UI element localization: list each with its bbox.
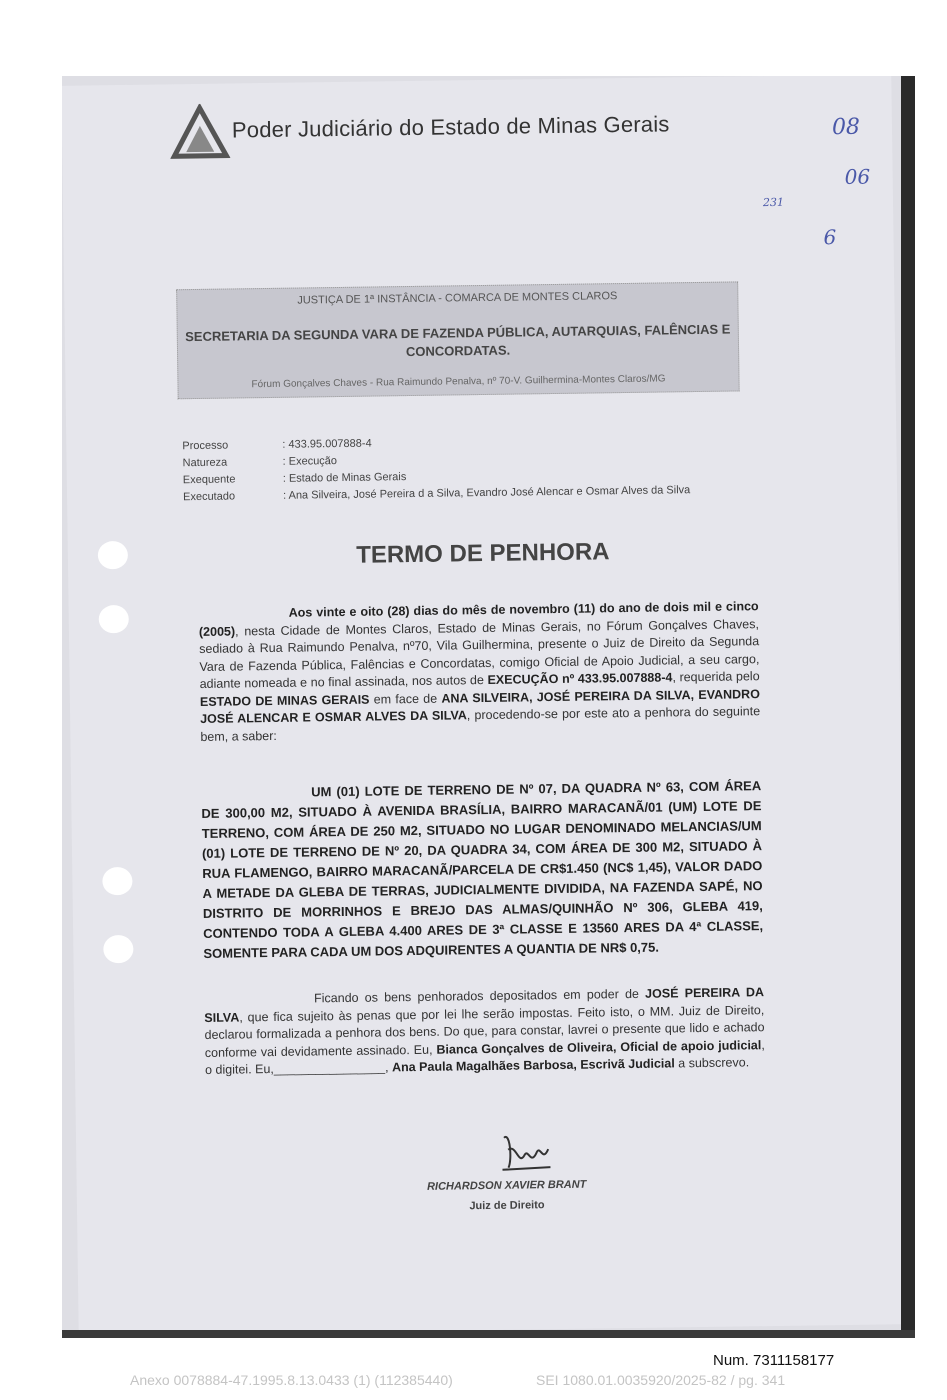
punch-hole: [103, 935, 133, 963]
document-title: TERMO DE PENHORA: [356, 538, 610, 569]
metadata-row: Exequente : Estado de Minas Gerais: [182, 471, 407, 487]
scanned-page: [62, 76, 915, 1338]
opening-paragraph: Aos vinte e oito (28) dias do mês de novembro (11) do ano de dois mil e cinco (2005), nesta Cidade de Montes Claros, Estado de Minas Gerais, no Fórum Gonçalves Chaves, sediado à Rua Raimundo Penalva, nº70, Vila Guilhermina, presente o Juiz de Direito da Segunda Vara de Fazenda Pública, Falências e Concordatas, comigo Oficial de Apoio Judicial, a seu cargo, adiante nomeada e no final assinada, nos autos de EXECUÇÃO nº 433.95.007888-4, requerida pelo ESTADO DE MINAS GERAIS em face de ANA SILVEIRA, JOSÉ PEREIRA DA SILVA, EVANDRO JOSÉ ALENCAR E OSMAR ALVES DA SILVA, procedendo-se por este ato a penhora do seguinte bem, a saber:: [198, 599, 761, 744]
metadata-row: Natureza : Execução: [182, 455, 338, 470]
metadata-row: Executado : Ana Silveira, José Pereira d a Silva, Evandro José Alencar e Osmar Alves da Silva: [182, 484, 691, 504]
punch-hole: [99, 605, 129, 633]
court-header-title: Poder Judiciário do Estado de Minas Gerais: [231, 111, 670, 143]
document-number: Num. 7311158177: [713, 1352, 835, 1369]
punch-hole: [102, 867, 132, 895]
handwritten-number-low: 6: [823, 225, 837, 250]
forum-address: Fórum Gonçalves Chaves - Rua Raimundo Penalva, nº 70-V. Guilhermina-Montes Claros/MG: [251, 373, 666, 391]
paper-sheet: [62, 76, 909, 1336]
court-logo-icon: [170, 104, 231, 161]
footer-sei-reference: SEI 1080.01.0035920/2025-82 / pg. 341: [536, 1372, 786, 1388]
handwritten-number-mid: 06: [844, 164, 871, 189]
footer-annex-reference: Anexo 0078884-47.1995.8.13.0433 (1) (112385440): [130, 1372, 453, 1388]
case-metadata: [182, 433, 690, 508]
judge-name: RICHARDSON XAVIER BRANT: [426, 1178, 587, 1193]
judge-signature-icon: [496, 1129, 557, 1174]
secretariat-name: SECRETARIA DA SEGUNDA VARA DE FAZENDA PÚBLICA, AUTARQUIAS, FALÊNCIAS E CONCORDATAS.: [185, 321, 731, 360]
seized-assets-paragraph: UM (01) LOTE DE TERRENO DE Nº 07, DA QUADRA Nº 63, COM ÁREA DE 300,00 M2, SITUADO À AVENIDA BRASÍLIA, BAIRRO MARACANÃ/01 (UM) LOTE DE TERRENO, COM ÁREA DE 250 M2, SITUADO NO LUGAR DENOMINADO MELANCIAS/UM (01) LOTE DE TERRENO DE Nº 20, DA QUADRA 34, COM ÁREA DE 300 M2, SITUADO À RUA FLAMENGO, BAIRRO MARACANÃ/PARCELA DE CR$1.450 (NC$ 1,45), VALOR DADO A METADE DA GLEBA DE TERRAS, JUDICIALMENTE DIVIDIDA, NA FAZENDA SAPÉ, NO DISTRITO DE MORRINHOS E BREJO DAS ALMAS/QUINHÃO Nº 306, GLEBA 419, CONTENDO TODA A GLEBA 4.400 ARES DE 3ª CLASSE E 13560 ARES DA 4ª CLASSE, SOMENTE PARA CADA UM DOS ADQUIRENTES A QUANTIA DE NR$ 0,75.: [201, 778, 764, 961]
scan-edge-bottom: [62, 1330, 915, 1338]
judge-role: Juiz de Direito: [469, 1199, 545, 1213]
scan-edge-right: [901, 76, 915, 1338]
court-secretariat-band: [176, 281, 739, 399]
handwritten-number-small: 231: [762, 195, 785, 210]
court-instance-line: JUSTIÇA DE 1ª INSTÂNCIA - COMARCA DE MONTES CLAROS: [297, 290, 618, 307]
handwritten-number-top: 08: [831, 114, 861, 141]
closing-paragraph: Ficando os bens penhorados depositados em poder de JOSÉ PEREIRA DA SILVA, que fica sujeito às penas que por lei lhe serão impostas. Feito isto, o MM. Juiz de Direito, declarou formalizada a penhora dos bens. Do que, para constar, lavrei o presente que lido e achado conforme vai devidamente assinado. Eu, Bianca Gonçalves de Oliveira, Oficial de apoio judicial, o digitei. Eu,________________, Ana Paula Magalhães Barbosa, Escrivã Judicial a subscrevo.: [204, 985, 765, 1077]
metadata-row: Processo : 433.95.007888-4: [182, 437, 372, 453]
